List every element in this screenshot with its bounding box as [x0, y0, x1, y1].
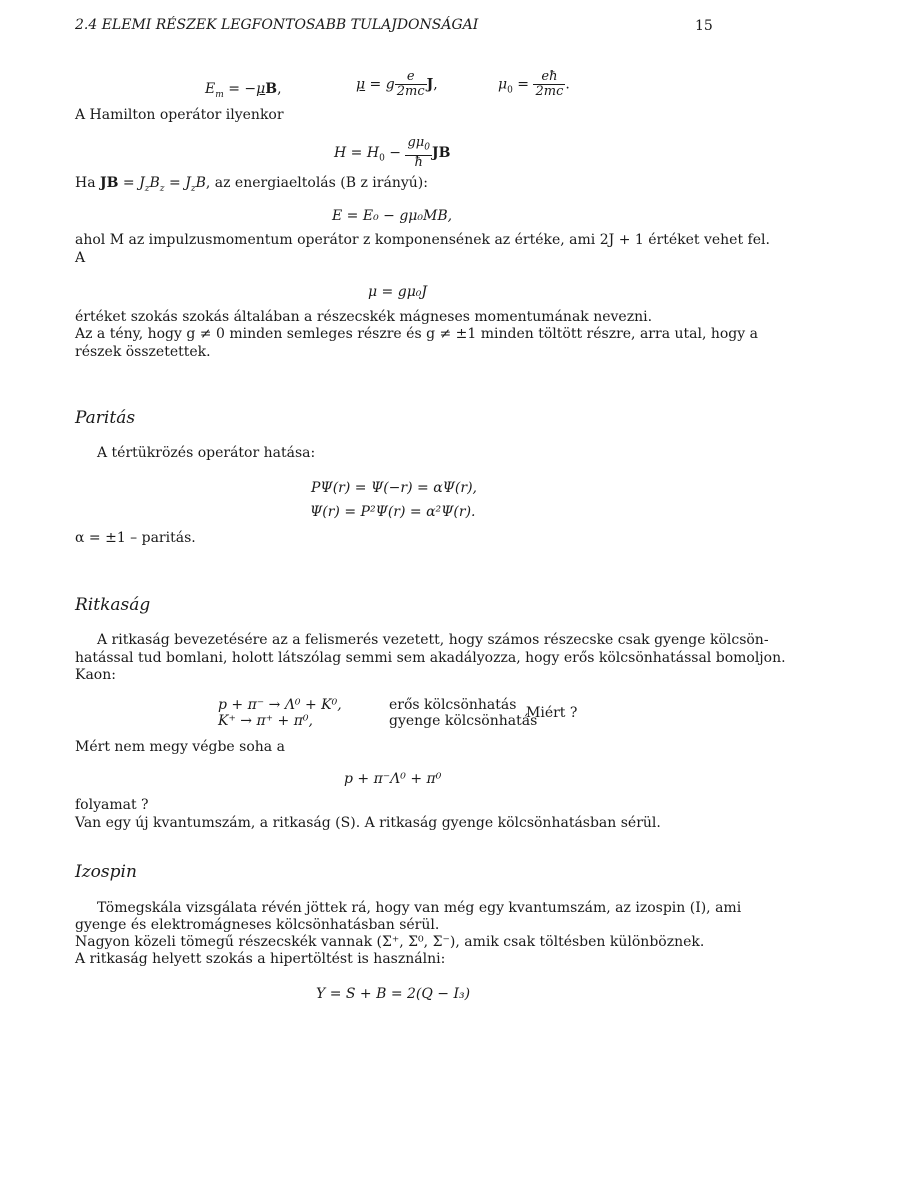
paragraph-ha: Ha JB = $J_zB_z = J_zB$, az energiaeltolás (B z irányú):	[75, 175, 428, 194]
paragraph-alpha: α = ±1 – paritás.	[75, 530, 196, 546]
section-title-ritkasag: Ritkaság	[75, 595, 151, 615]
paragraph-a: A	[75, 250, 86, 266]
paragraph-izospin-line4: A ritkaság helyett szokás a hipertöltést is használni:	[75, 951, 446, 967]
equation-em: $E_m = -\mu B$,	[205, 81, 282, 100]
section-title-paritas: Paritás	[75, 408, 136, 428]
paragraph-hamilton: A Hamilton operátor ilyenkor	[75, 107, 284, 123]
equation-hamilton: $H = H_0$ − $\frac{g\mu_0}{ħ}$ JB	[334, 135, 451, 170]
equation-parity-1: PΨ(r) = Ψ(−r) = αΨ(r),	[311, 480, 477, 496]
running-header: 2.4 ELEMI RÉSZEK LEGFONTOSABB TULAJDONSÁGAI	[75, 17, 479, 33]
paragraph-teny-line2: részek összetettek.	[75, 344, 211, 360]
equation-parity-2: Ψ(r) = P²Ψ(r) = α²Ψ(r).	[310, 504, 476, 520]
label-gyenge: gyenge kölcsönhatás	[389, 713, 538, 729]
equation-kaon-2: K⁺ → π⁺ + π⁰,	[218, 713, 313, 729]
paragraph-erteket: értéket szokás szokás általában a részecskék mágneses momentumának nevezni.	[75, 309, 653, 325]
paragraph-ritkasag-line1: A ritkaság bevezetésére az a felismerés vezetett, hogy számos részecske csak gyenge kölcsön-	[97, 632, 769, 648]
paragraph-ritkasag-line2: hatással tud bomlani, holott látszólag semmi sem akadályozza, hogy erős kölcsönhatással bomoljon.	[75, 650, 786, 666]
paragraph-paritas-intro: A tértükrözés operátor hatása:	[97, 445, 316, 461]
equation-mu-vector: μ = g $\frac{e}{2mc}$ J,	[356, 69, 438, 99]
paragraph-teny-line1: Az a tény, hogy g ≠ 0 minden semleges részre és g ≠ ±1 minden töltött részre, arra utal, hogy a	[75, 326, 758, 342]
paragraph-izospin-line1: Tömegskála vizsgálata révén jöttek rá, hogy van még egy kvantumszám, az izospin (I), ami	[97, 900, 742, 916]
equation-magnetic-moment: μ = gμ₀J	[368, 284, 428, 300]
equation-kaon-1: p + π⁻ → Λ⁰ + K⁰,	[218, 697, 342, 713]
paragraph-mert-nem: Mért nem megy végbe soha a	[75, 739, 285, 755]
paragraph-folyamat: folyamat ?	[75, 797, 149, 813]
paragraph-ahol: ahol M az impulzusmomentum operátor z komponensének az értéke, ami 2J + 1 értéket vehet fel.	[75, 232, 770, 248]
paragraph-ha-tail: , az energiaeltolás (B z irányú):	[205, 175, 428, 191]
paragraph-izospin-line3: Nagyon közeli tömegű részecskék vannak (Σ⁺, Σ⁰, Σ⁻), amik csak töltésben különböznek.	[75, 934, 705, 950]
equation-mu0: $\mu_0$ = $\frac{eħ}{2mc}$ .	[498, 69, 570, 99]
paragraph-izospin-line2: gyenge és elektromágneses kölcsönhatásban sérül.	[75, 917, 440, 933]
equation-forbidden-process: p + π⁻Λ⁰ + π⁰	[344, 771, 442, 787]
equation-hypercharge: Y = S + B = 2(Q − I₃)	[316, 986, 471, 1002]
paragraph-ritkasag-kaon: Kaon:	[75, 667, 116, 683]
label-miert: Miért ?	[526, 705, 578, 721]
section-title-izospin: Izospin	[75, 862, 137, 882]
equation-energy: E = E₀ − gμ₀MB,	[332, 208, 453, 224]
paragraph-uj-kvantum: Van egy új kvantumszám, a ritkaság (S). A ritkaság gyenge kölcsönhatásban sérül.	[75, 815, 661, 831]
page-number: 15	[695, 18, 713, 34]
label-eros: erős kölcsönhatás	[389, 697, 517, 713]
